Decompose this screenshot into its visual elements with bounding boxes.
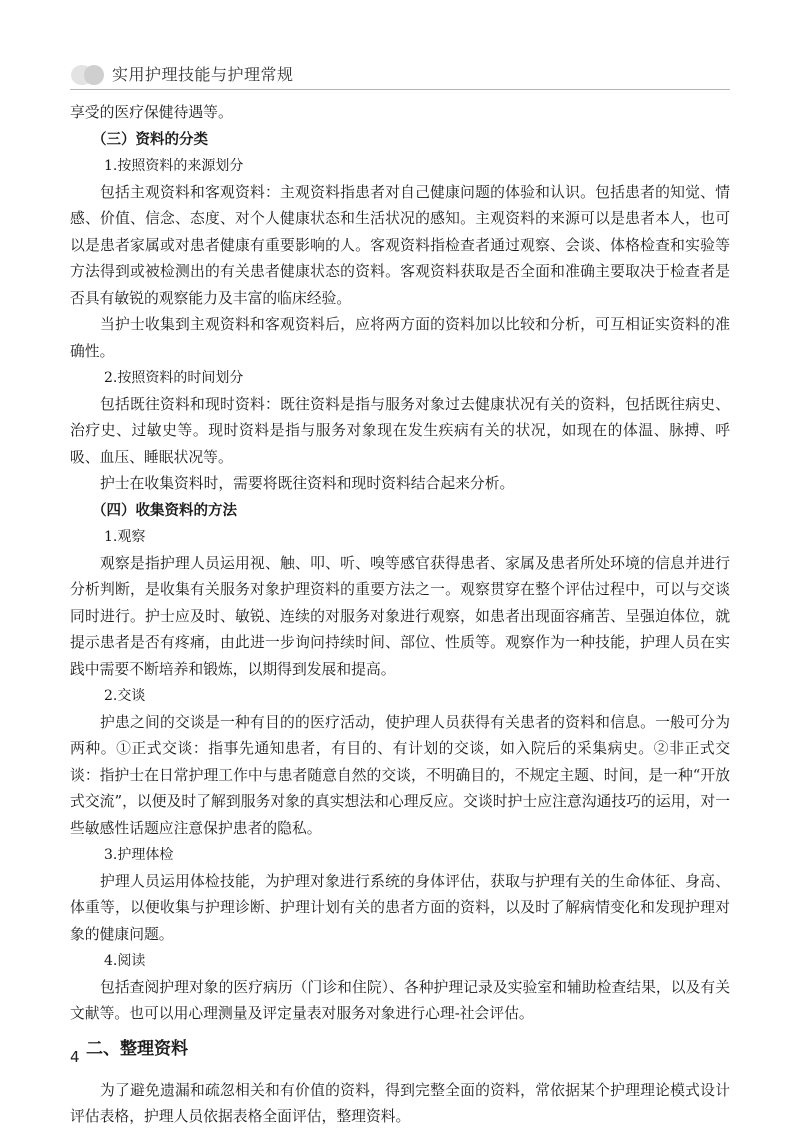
page-number: 4 <box>70 1048 80 1066</box>
paragraph: 护患之间的交谈是一种有目的的医疗活动，使护理人员获得有关患者的资料和信息。一般可分为两种。①正式交谈：指事先通知患者，有目的、有计划的交谈，如入院后的采集病史。②非正式交谈：指护士在日常护理工作中与患者随意自然的交谈，不明确目的，不规定主题、时间，是一种“开放式交流”，以便及时了解到服务对象的真实想法和心理反应。交谈时护士应注意沟通技巧的运用，对一些敏感性话题应注意保护患者的隐私。 <box>70 713 730 837</box>
header-decoration-icon <box>70 64 110 86</box>
running-header-title: 实用护理技能与护理常规 <box>112 65 294 84</box>
paragraph: 为了避免遗漏和疏忽相关和有价值的资料，得到完整全面的资料，常依据某个护理理论模式设计评估表格，护理人员依据表格全面评估，整理资料。 <box>70 1081 730 1125</box>
paragraph: 包括查阅护理对象的医疗病历（门诊和住院）、各种护理记录及实验室和辅助检查结果，以及有关文献等。也可以用心理测量及评定量表对服务对象进行心理-社会评估。 <box>70 978 730 1022</box>
paragraph: 护士在收集资料时，需要将既往资料和现时资料结合起来分析。 <box>100 475 515 492</box>
subheading-conversation: 2.交谈 <box>104 688 146 704</box>
paragraph: 护理人员运用体检技能，为护理对象进行系统的身体评估，获取与护理有关的生命体征、身高、体重等，以便收集与护理诊断、护理计划有关的患者方面的资料，以及时了解病情变化和发现护理对象的健康问题。 <box>70 872 730 943</box>
paragraph: 包括主观资料和客观资料：主观资料指患者对自己健康问题的体验和认识。包括患者的知觉、情感、价值、信念、态度、对个人健康状态和生活状况的感知。主观资料的来源可以是患者本人，也可以是患者家属或对患者健康有重要影响的人。客观资料指检查者通过观察、会谈、体格检查和实验等方法得到或被检测出的有关患者健康状态的资料。客观资料获取是否全面和准确主要取决于检查者是否具有敏锐的观察能力及丰富的临床经验。 <box>70 183 730 307</box>
paragraph: 当护士收集到主观资料和客观资料后，应将两方面的资料加以比较和分析，可互相证实资料的准确性。 <box>70 316 730 360</box>
header-divider <box>70 89 730 90</box>
subheading-by-time: 2.按照资料的时间划分 <box>104 370 244 386</box>
paragraph: 观察是指护理人员运用视、触、叩、听、嗅等感官获得患者、家属及患者所处环境的信息并进行分析判断，是收集有关服务对象护理资料的重要方法之一。观察贯穿在整个评估过程中，可以与交谈同时进行。护士应及时、敏锐、连续的对服务对象进行观察，如患者出现面容痛苦、呈强迫体位，就提示患者是否有疼痛，由此进一步询问持续时间、部位、性质等。观察作为一种技能，护理人员在实践中需要不断培养和锻炼，以期得到发展和提高。 <box>70 554 730 678</box>
paragraph-continuation: 享受的医疗保健待遇等。 <box>70 104 233 121</box>
subheading-by-source: 1.按照资料的来源划分 <box>104 158 244 174</box>
paragraph: 包括既往资料和现时资料：既往资料是指与服务对象过去健康状况有关的资料，包括既往病史、治疗史、过敏史等。现时资料是指与服务对象现在发生疾病有关的状况，如现在的体温、脉搏、呼吸、血压、睡眠状况等。 <box>70 395 730 466</box>
page-header <box>70 62 730 88</box>
chapter-section-heading: 二、整理资料 <box>86 1038 188 1059</box>
subheading-reading: 4.阅读 <box>104 953 146 969</box>
section-heading-methods: （四）收集资料的方法 <box>92 502 237 519</box>
page-body <box>70 100 730 1131</box>
subheading-observation: 1.观察 <box>104 529 146 545</box>
section-heading-classification: （三）资料的分类 <box>92 131 208 148</box>
subheading-physical-exam: 3.护理体检 <box>104 847 174 863</box>
